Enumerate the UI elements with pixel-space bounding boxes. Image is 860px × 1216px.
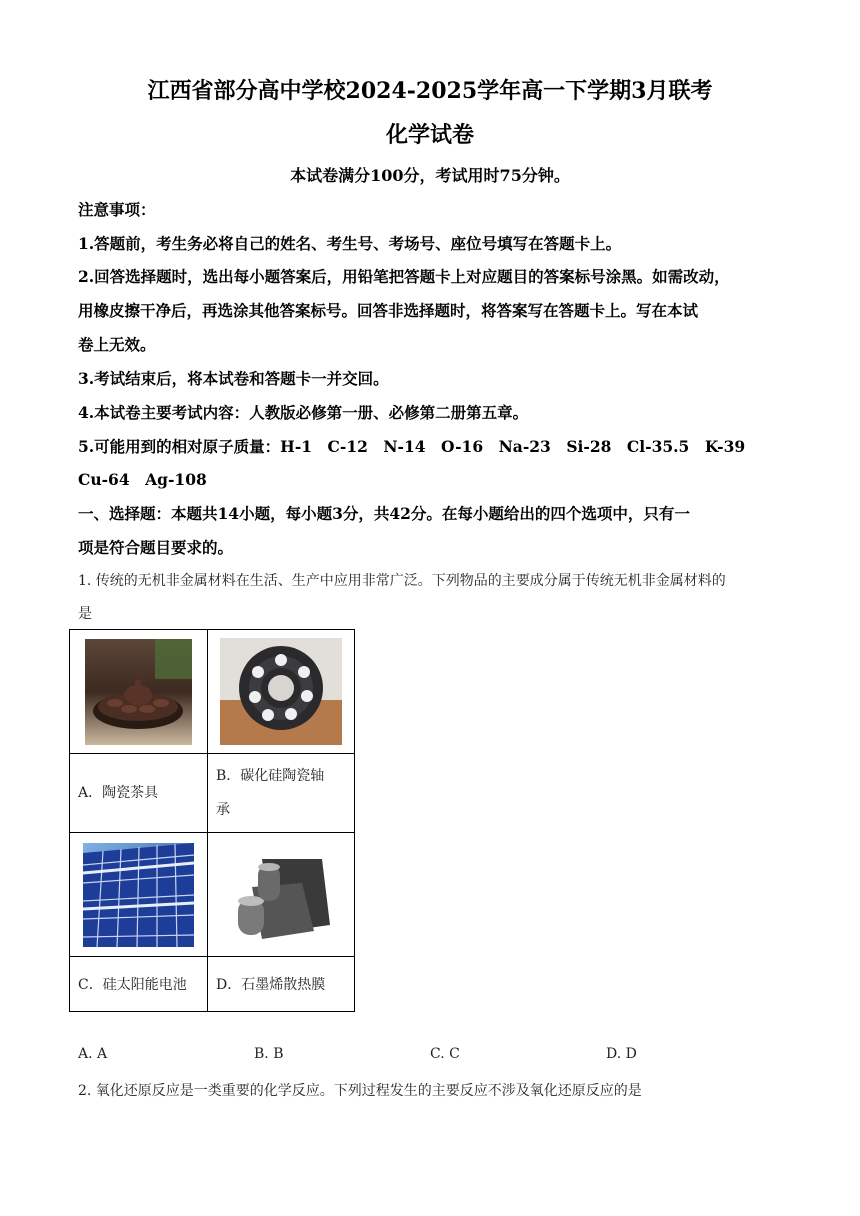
note-2-line-3: 卷上无效。 [78,335,156,354]
option-b-label-line-1: B．碳化硅陶瓷轴 [216,768,325,784]
ceramic-tea-set-image [85,639,192,745]
silicon-carbide-bearing-image [220,638,342,745]
option-c-label: C．硅太阳能电池 [70,957,208,1012]
exam-title: 江西省部分高中学校2024-2025学年高一下学期3月联考 [147,78,713,104]
note-2-line-1: 2.回答选择题时，选出每小题答案后，用铅笔把答题卡上对应题目的答案标号涂黑。如需改动， [78,267,730,286]
solar-panel-image [83,843,194,947]
option-c-image-cell [70,833,208,957]
answer-choice-b[interactable]: B. B [254,1046,284,1062]
graphene-film-image [232,847,330,943]
question-2-stem: 2. 氧化还原反应是一类重要的化学反应。下列过程发生的主要反应不涉及氧化还原反应的是 [78,1083,642,1099]
answer-choice-d[interactable]: D. D [606,1046,637,1062]
option-a-image-cell [70,630,208,754]
notes-heading: 注意事项： [78,200,156,219]
section-1-heading: 一、选择题：本题共14小题，每小题3分，共42分。在每小题给出的四个选项中，只有一 [78,504,690,523]
note-2-line-2: 用橡皮擦干净后，再选涂其他答案标号。回答非选择题时，将答案写在答题卡上。写在本试 [78,301,699,320]
option-a-label: A．陶瓷茶具 [70,754,208,833]
note-5-line-1: 5.可能用到的相对原子质量：H-1 C-12 N-14 O-16 Na-23 Si-28 Cl-35.5 K-39 [78,437,746,456]
note-4: 4.本试卷主要考试内容：人教版必修第一册、必修第二册第五章。 [78,403,529,422]
option-b-label [208,754,355,833]
exam-subject: 化学试卷 [385,122,474,148]
question-1-options-table [69,629,355,1012]
option-b-image-cell [208,630,355,754]
exam-meta: 本试卷满分100分，考试用时75分钟。 [290,166,570,185]
option-b-label-line-2: 承 [216,802,230,818]
answer-choice-a[interactable]: A. A [78,1046,108,1062]
note-5-line-2: Cu-64 Ag-108 [78,470,207,489]
note-3: 3.考试结束后，将本试卷和答题卡一并交回。 [78,369,389,388]
note-1: 1.答题前，考生务必将自己的姓名、考生号、考场号、座位号填写在答题卡上。 [78,234,622,253]
answer-choice-c[interactable]: C. C [430,1046,460,1062]
question-1-stem-cont: 是 [78,606,92,622]
option-d-label: D．石墨烯散热膜 [208,957,355,1012]
question-1-stem: 1. 传统的无机非金属材料在生活、生产中应用非常广泛。下列物品的主要成分属于传统无机非金属材料的 [78,573,726,589]
section-1-heading-cont: 项是符合题目要求的。 [78,538,234,557]
option-d-image-cell [208,833,355,957]
